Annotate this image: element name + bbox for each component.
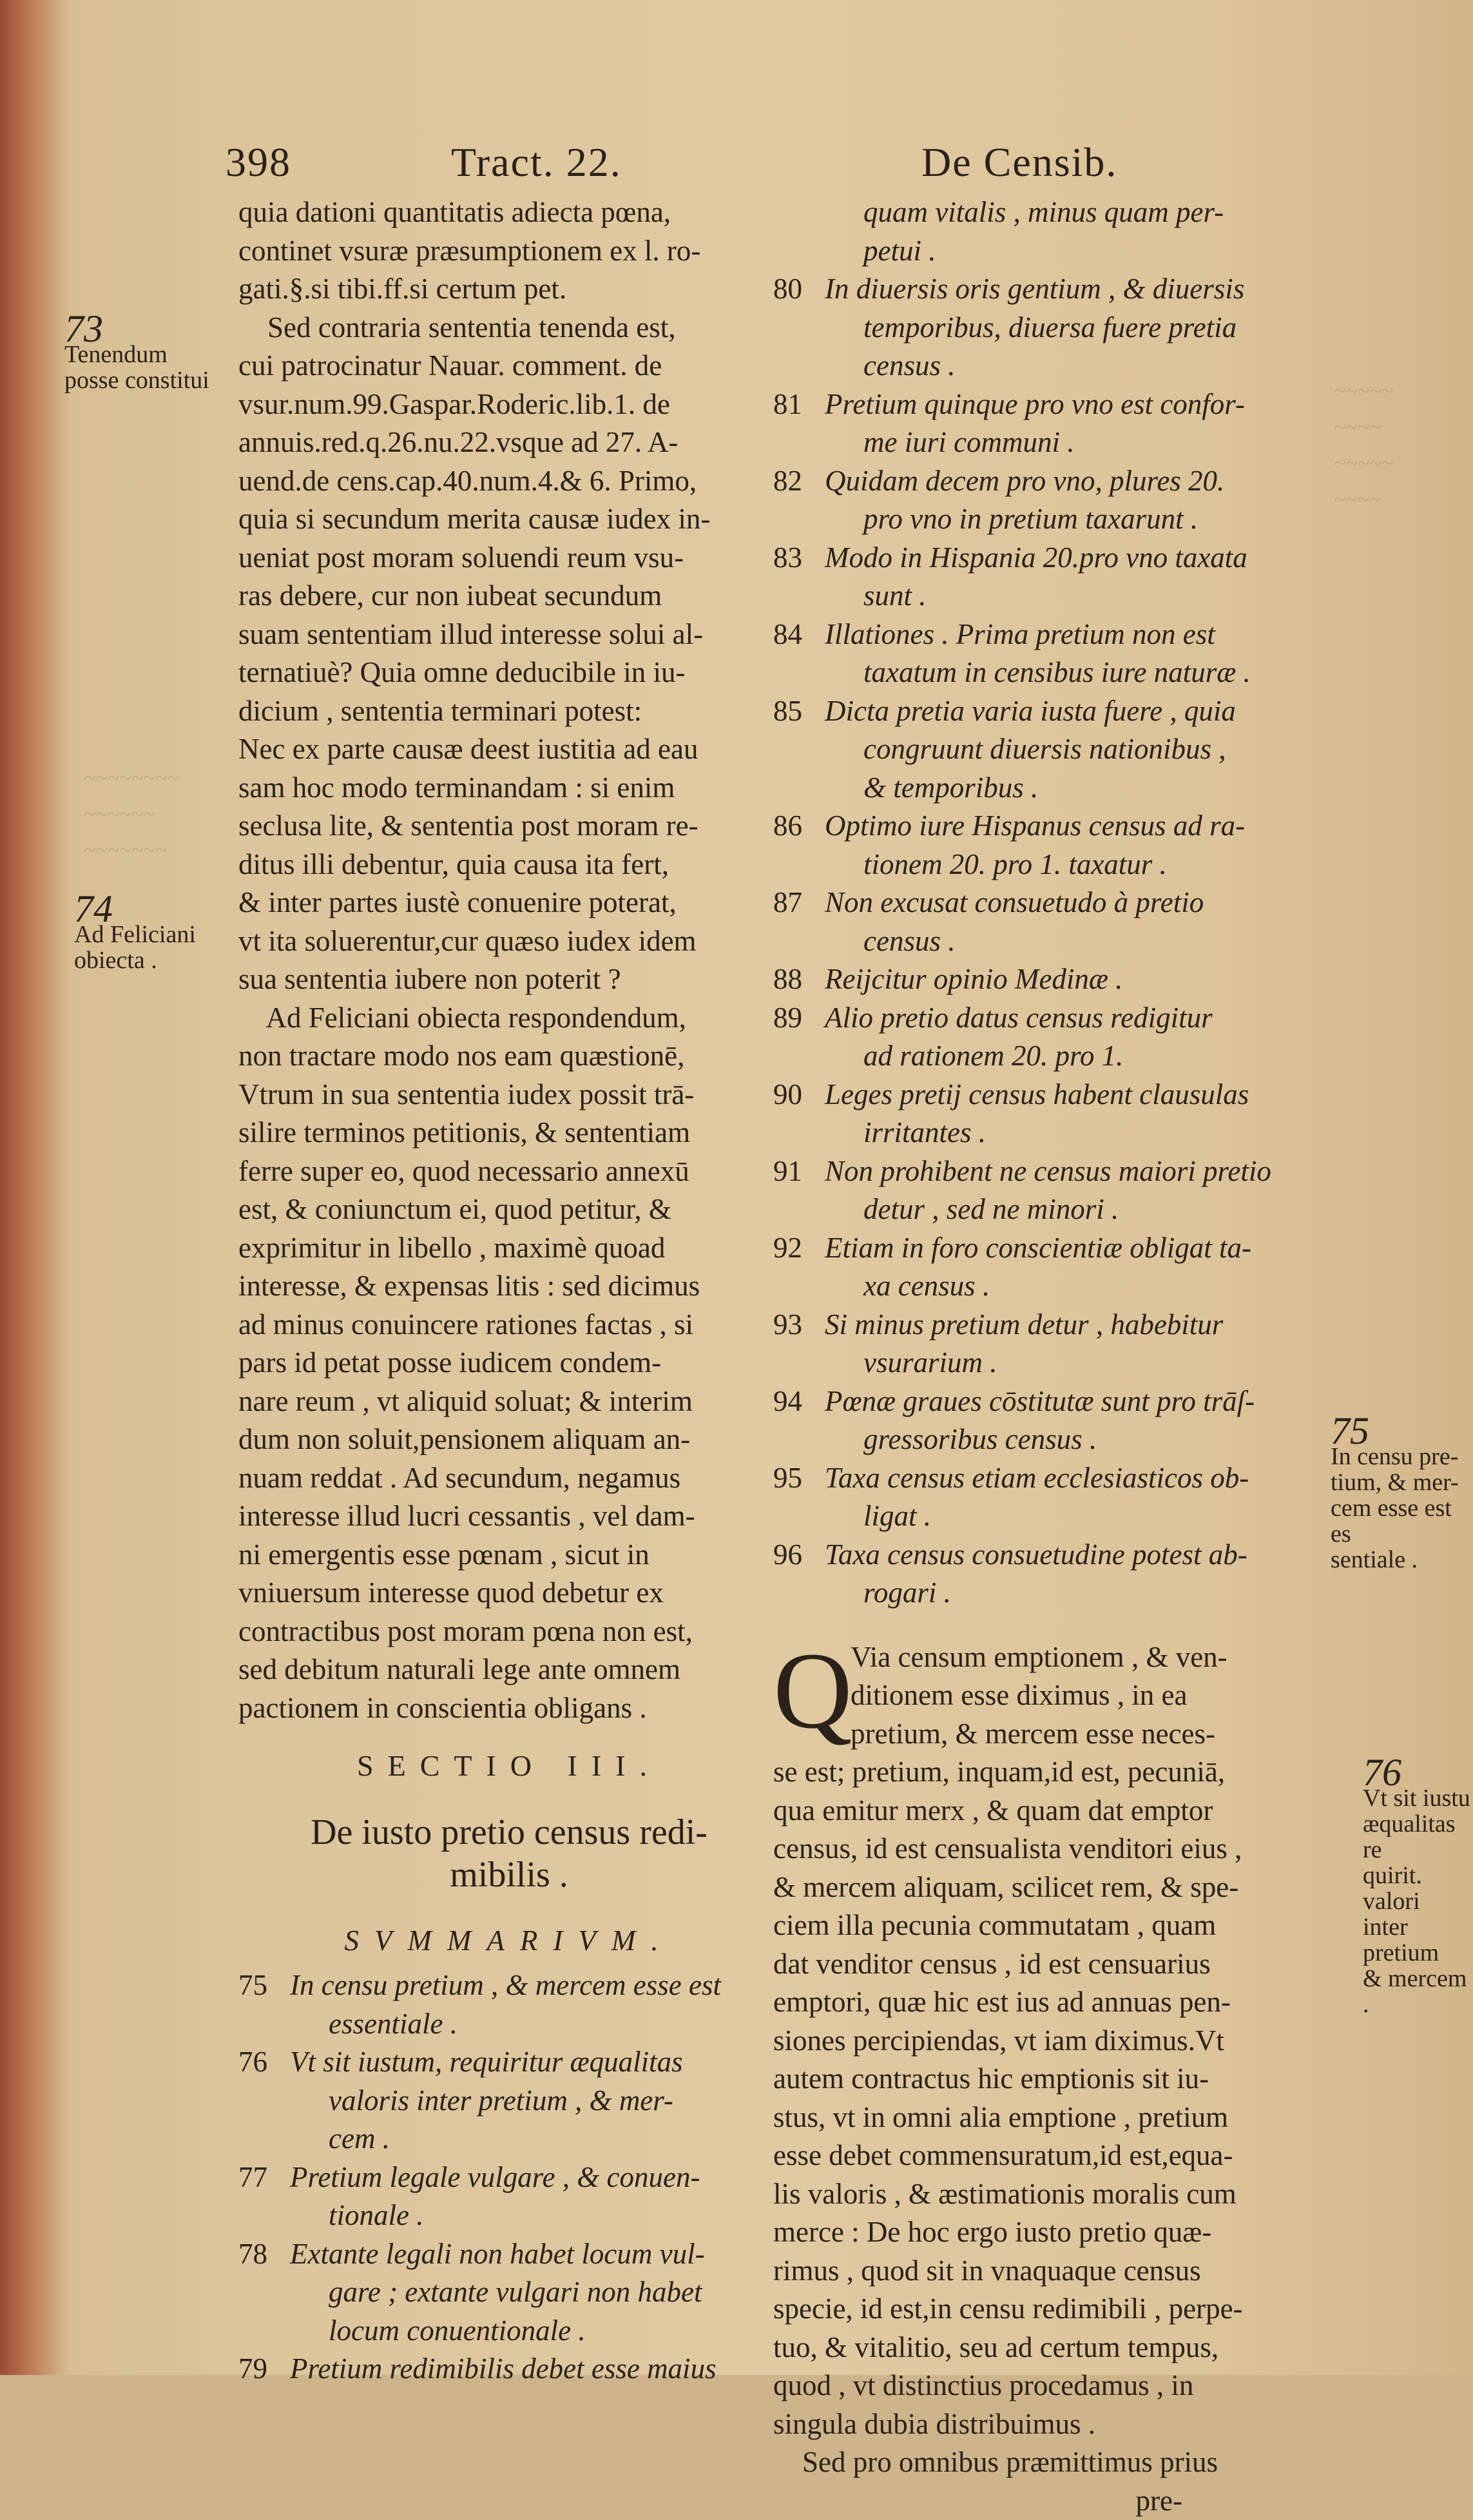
summary-item [238,2120,780,2158]
summary-continuation: ligat . [825,1497,1327,1536]
margin-note-number: 76 [1363,1759,1473,1785]
text-line: pactionem in conscientia obligans . [238,1689,780,1728]
summary-number: 82 [773,462,802,501]
text-line: dicium , sententia terminari potest: [238,692,780,731]
summary-item [773,1229,1327,1306]
summary-text: Illationes . Prima pretium non est [825,618,1215,650]
summary-text: Etiam in foro conscientiæ obligat ta- [825,1232,1251,1264]
summary-item [773,1382,1327,1459]
summary-number: 80 [773,270,802,309]
summary-text: Alio pretio datus census redigitur [825,1002,1213,1034]
summary-item [773,692,1327,769]
summary-number: 93 [773,1306,802,1344]
summary-continuation: rogari . [825,1574,1327,1613]
summary-continuation: & temporibus . [825,769,1327,808]
text-line: siones percipiendas, vt iam diximus.Vt [773,2022,1327,2060]
margin-note-text: tium, & mer- [1331,1469,1459,1496]
text-line: ni emergentis esse pœnam , sicut in [238,1536,780,1575]
text-line: qua emitur merx , & quam dat emptor [773,1792,1327,1830]
text-line: specie, id est,in censu redimibili , perpe- [773,2290,1327,2329]
text-line: Vtrum in sua sententia iudex possit trā- [238,1076,780,1114]
drop-cap: Q [773,1642,852,1739]
summary-continuation: census . [825,922,1327,961]
summary-number: 92 [773,1229,802,1268]
text-line: autem contractus hic emptionis sit iu- [773,2060,1327,2098]
text-line: quia dationi quantitatis adiecta pœna, [238,193,780,232]
summary-continuation: detur , sed ne minori . [825,1190,1327,1229]
text-line: sam hoc modo terminandam : si enim [238,769,780,808]
summary-continuation: xa census . [825,1267,1327,1306]
summary-continuation: essentiale . [290,2005,780,2044]
show-through-left: ~~~~~~~~ ~~~~~~ ~~~~~~~ [84,761,178,869]
summary-item [773,347,1327,385]
text-line: uend.de cens.cap.40.num.4.& 6. Primo, [238,462,780,501]
text-line: & inter partes iustè conuenire poterat, [238,884,780,922]
summary-item [773,807,1327,884]
section-title-line: De iusto pretio census redi- [238,1811,780,1854]
text-line: quod , vt distinctius procedamus , in [773,2367,1327,2405]
margin-note-text: sentiale . [1331,1546,1418,1573]
text-line: ad minus conuincere rationes factas , si [238,1306,780,1344]
text-line: nare reum , vt aliquid soluat; & interim [238,1382,780,1421]
running-title-right: De Censib. [921,139,1117,186]
text-line: contractibus post moram pœna non est, [238,1613,780,1651]
summary-number: 87 [773,884,802,922]
margin-note-number: 73 [64,316,232,342]
section-title-line: mibilis . [238,1854,780,1896]
text-line: suam sententiam illud interesse solui al- [238,615,780,654]
summary-number: 81 [773,385,802,424]
margin-note-text: quirit. valori [1363,1862,1422,1915]
summary-number: 94 [773,1382,802,1421]
summary-text: Pretium legale vulgare , & conuen- [290,2161,700,2193]
summary-continuation: me iuri communi . [825,423,1327,462]
summary-number: 86 [773,807,802,846]
section-title [238,1811,780,1896]
summary-text: Quidam decem pro vno, plures 20. [825,465,1224,497]
show-through-right: ~~~~~ ~~~~ ~~~~~ ~~~~ [1334,374,1393,518]
summary-continuation: taxatum in censibus iure naturæ . [825,654,1327,692]
summary-item [238,2350,780,2389]
text-line: ferre super eo, quod necessario annexū [238,1152,780,1191]
summary-number: 91 [773,1152,802,1191]
section-heading: SECTIO III. [238,1747,780,1785]
text-line: interesse illud lucri cessantis , vel dam- [238,1497,780,1536]
margin-note-text: & mercem . [1363,1965,1467,2018]
summary-item [238,2312,780,2350]
margin-note-text: cem esse est es [1331,1495,1452,1547]
margin-note-text: inter pretium [1363,1914,1439,1966]
summary-text: Modo in Hispania 20.pro vno taxata [825,541,1247,574]
summary-number: 89 [773,999,802,1038]
running-header [226,139,1128,190]
text-line: Via censum emptionem , & ven- [851,1638,1327,1677]
summary-text: Pœnæ graues cōstitutæ sunt pro trāſ- [825,1385,1255,1417]
summary-text: Leges pretij census habent clausulas [825,1078,1249,1110]
summary-number: 77 [238,2158,267,2197]
text-line: vniuersum interesse quod debetur ex [238,1574,780,1613]
text-line: ditus illi debentur, quia causa ita fert, [238,846,780,884]
summary-text: Vt sit iustum, requiritur æqualitas [290,2046,683,2078]
text-line: Nec ex parte causæ deest iustitia ad eau [238,730,780,769]
summary-item [773,539,1327,615]
summary-continuation: quam vitalis , minus quam per- [825,193,1327,232]
summary-item [238,2158,780,2235]
text-line: ciem illa pecunia commutatam , quam [773,1906,1327,1945]
opening-lines [851,1638,1327,1754]
text-line: seclusa lite, & sententia post moram re- [238,807,780,846]
summary-item [773,769,1327,808]
left-body-text [238,193,780,1727]
summary-list-left [238,1966,780,2389]
text-line: se est; pretium, inquam,id est, pecuniā, [773,1753,1327,1792]
summary-item [238,2043,780,2120]
summary-continuation: locum conuentionale . [290,2312,780,2350]
summary-text: Pretium redimibilis debet esse maius [290,2352,717,2385]
summary-continuation: census . [825,347,1327,385]
summary-text: Non prohibent ne census maiori pretio [825,1155,1271,1187]
text-line: vsur.num.99.Gaspar.Roderic.lib.1. de [238,385,780,424]
text-line: dat venditor census , id est censuarius [773,1945,1327,1984]
summarium-heading: SVMMARIVM. [238,1922,780,1961]
margin-note-text: Tenendum [64,341,168,368]
margin-note-75 [1331,1418,1472,1573]
summary-text: In censu pretium , & mercem esse est [290,1969,721,2001]
left-column [238,193,780,2389]
summary-text: Taxa census etiam ecclesiasticos ob- [825,1462,1249,1494]
summary-number: 76 [238,2043,267,2082]
summary-number: 83 [773,539,802,577]
margin-note-text: Vt sit iustu [1363,1785,1470,1812]
text-line: interesse, & expensas litis : sed dicimus [238,1267,780,1306]
summary-text: Pretium quinque pro vno est confor- [825,388,1245,420]
margin-note-text: æqualitas re [1363,1810,1456,1863]
text-line: ditionem esse diximus , in ea [851,1676,1327,1715]
margin-note-74 [74,896,235,973]
text-line: singula dubia distribuimus . [773,2405,1327,2444]
summary-continuation: sunt . [825,577,1327,615]
text-line: ueniat post moram soluendi reum vsu- [238,539,780,577]
margin-note-text: In censu pre- [1331,1443,1458,1470]
summary-item [773,270,1327,347]
summary-item [773,232,1327,271]
margin-note-text: Ad Feliciani [74,921,196,948]
text-line: ras debere, cur non iubeat secundum [238,577,780,615]
text-line: annuis.red.q.26.nu.22.vsque ad 27. A- [238,423,780,462]
text-line: emptori, quæ hic est ius ad annuas pen- [773,1983,1327,2022]
summary-continuation: congruunt diuersis nationibus , [825,730,1327,769]
summary-number: 88 [773,960,802,999]
page-number: 398 [226,139,291,186]
margin-note-number: 75 [1331,1418,1472,1444]
summary-number: 90 [773,1076,802,1114]
summary-item [238,1966,780,2043]
summary-continuation: valoris inter pretium , & mer- [290,2082,780,2120]
text-line: rimus , quod sit in vnaquaque census [773,2252,1327,2291]
summary-item [773,1306,1327,1382]
summary-list-right [773,193,1327,1613]
text-line: esse debet commensuratum,id est,equa- [773,2137,1327,2175]
summary-item [773,193,1327,232]
text-line: Sed pro omnibus præmittimus prius [773,2443,1327,2482]
summary-text: Extante legali non habet locum vul- [290,2238,705,2270]
text-line: gati.§.si tibi.ff.si certum pet. [238,270,780,309]
summary-item [773,1076,1327,1152]
text-line: stus, vt in omni alia emptione , pretium [773,2098,1327,2137]
text-line: silire terminos petitionis, & sententiam [238,1114,780,1152]
text-line: vt ita soluerentur,cur quæso iudex idem [238,922,780,961]
text-line: est, & coniunctum ei, quod petitur, & [238,1190,780,1229]
text-line: Sed contraria sententia tenenda est, [238,309,780,347]
summary-text: Dicta pretia varia iusta fuere , quia [825,695,1236,727]
text-line: ternatiuè? Quia omne deducibile in iu- [238,654,780,692]
summary-number: 84 [773,615,802,654]
summary-number: 95 [773,1459,802,1498]
summary-item [773,960,1327,999]
text-line: dum non soluit,pensionem aliquam an- [238,1420,780,1459]
text-line: pars id petat posse iudicem condem- [238,1344,780,1382]
summary-text: Taxa census consuetudine potest ab- [825,1538,1247,1571]
summary-item [773,385,1327,462]
summary-number: 96 [773,1536,802,1575]
summary-number: 79 [238,2350,267,2389]
margin-note-73 [64,316,232,393]
text-line: exprimitur in libello , maximè quoad [238,1229,780,1268]
text-line: & mercem aliquam, scilicet rem, & spe- [773,1868,1327,1907]
text-line: merce : De hoc ergo iusto pretio quæ- [773,2213,1327,2252]
margin-note-text: obiecta . [74,947,157,974]
summary-item [773,884,1327,960]
summary-continuation: gare ; extante vulgari non habet [290,2273,780,2312]
summary-continuation: gressoribus census . [825,1420,1327,1459]
margin-note-76 [1363,1759,1473,2017]
summary-item [773,1459,1327,1536]
text-line: continet vsuræ præsumptionem ex l. ro- [238,232,780,271]
text-line: pretium, & mercem esse neces- [851,1715,1327,1754]
summary-item [773,615,1327,692]
summary-item [773,1152,1327,1229]
summary-continuation: tionem 20. pro 1. taxatur . [825,846,1327,884]
summary-continuation: petui . [825,232,1327,271]
running-title-left: Tract. 22. [451,139,622,186]
summary-text: Non excusat consuetudo à pretio [825,886,1204,918]
margin-note-text: posse constitui [64,367,209,394]
summary-continuation: pro vno in pretium taxarunt . [825,500,1327,539]
summary-text: Si minus pretium detur , habebitur [825,1308,1223,1341]
summary-number: 85 [773,692,802,731]
summary-continuation: temporibus, diuersa fuere pretia [825,309,1327,347]
text-line: non tractare modo nos eam quæstionē, [238,1037,780,1076]
right-column [773,193,1327,2520]
text-line: quia si secundum merita causæ iudex in- [238,500,780,539]
text-line: pre- [773,2482,1327,2520]
right-body-text [773,1753,1327,2520]
summary-text: Optimo iure Hispanus census ad ra- [825,809,1245,842]
text-line: sed debitum naturali lege ante omnem [238,1651,780,1689]
summary-item [773,1536,1327,1613]
text-line: tuo, & vitalitio, seu ad certum tempus, [773,2329,1327,2367]
summary-continuation: irritantes . [825,1114,1327,1152]
summary-text: In diuersis oris gentium , & diuersis [825,273,1244,305]
text-line: nuam reddat . Ad secundum, negamus [238,1459,780,1498]
text-line: sua sententia iubere non poterit ? [238,960,780,999]
summary-item [773,462,1327,539]
summary-continuation: cem . [290,2120,780,2158]
summary-number: 78 [238,2235,267,2274]
summary-continuation: ad rationem 20. pro 1. [825,1037,1327,1076]
summary-item [773,999,1327,1076]
summary-continuation: tionale . [290,2196,780,2235]
summary-number: 75 [238,1966,267,2005]
text-line: cui patrocinatur Nauar. comment. de [238,347,780,385]
opening-paragraph [773,1638,1327,1754]
text-line: lis valoris , & æstimationis moralis cum [773,2175,1327,2214]
summary-text: Reijcitur opinio Medinæ . [825,963,1122,995]
summary-continuation: vsurarium . [825,1344,1327,1382]
margin-note-number: 74 [74,896,235,922]
text-line: Ad Feliciani obiecta respondendum, [238,999,780,1038]
summary-item [238,2235,780,2312]
text-line: census, id est censualista venditori eius , [773,1830,1327,1868]
